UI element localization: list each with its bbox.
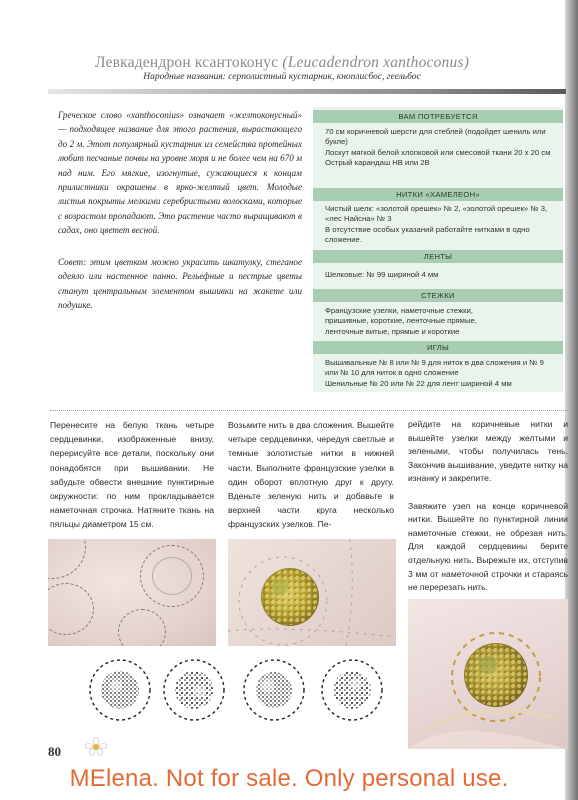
instruction-column-1: Перенесите на белую ткань четыре сердцевинки, изображенные внизу, перерисуйте все детали, поскольку они понадобятся при вышивании. Не забудьте обвести внешние пунктирные окружности: по ним прокладывается наметочная строчка. Натяните ткань на пяльцы диаметром 15 см. [50, 420, 214, 530]
stitches-text: Французские узелки, наметочные стежки, пришивные, короткие, ленточные прямые, ленточные витые, прямые и короткие [325, 306, 477, 336]
transfer-photo [48, 539, 216, 646]
needles-text: Вышивальные № 8 или № 9 для ниток в два сложения и № 9 или № 10 для ниток в одно сложение Шенильные № 20 или № 22 для лент шириной 4 мм [325, 358, 544, 388]
centers-template-drawing [86, 656, 392, 724]
title-russian: Левкадендрон ксантоконус [94, 54, 279, 71]
instruction-column-3: рейдите на коричневые нитки и вышейте узелки между желтыми и зелеными, чтобы получилась тень. Закончив вышивание, уведите нитку на изнанку и закрепите. Завяжите узел на конце коричневой нитки. Вышейте по пунктирной линии наметочные стежки, не обрезая нить. Для каждой сердцевины берите отдельную нить. Вырежьте их, отступив 3 мм от наметочной строчки и стараясь не перерезать нить. [408, 419, 568, 593]
needs-text: 70 см коричневой шерсти для стеблей (подойдет шениль или букле) Лоскут мягкой белой хлопковой или смесовой ткани 20 х 20 см Острый карандаш НВ или 2В [325, 127, 551, 168]
title-rule [48, 89, 566, 94]
needles-header: ИГЛЫ [313, 341, 563, 354]
instruction-column-2: Возьмите нить в два сложения. Вышейте четыре сердцевинки, чередуя светлые и темные золотистые нитки в нижней части. Выполните французские узелки в один оборот вплотную друг к другу. Вденьте зеленую нить и добавьте в верхней части круга несколько французских узелков. Пе- [228, 420, 394, 530]
page-subtitle: Народные названия: серполистный кустарник, кноплисбос, геельбос [143, 72, 421, 82]
page-number: 80 [48, 744, 61, 759]
flower-icon [84, 737, 108, 757]
knot-center-photo [228, 539, 396, 646]
tip-paragraph: Совет: этим цветком можно украсить шкатулку, стеганое одеяло или настенное панно. Рельефные и пестрые цветы станут центральным элементом вышивки на жакете или подушке. [58, 257, 302, 311]
basting-photo [408, 599, 568, 749]
page-title [0, 54, 564, 72]
threads-header: НИТКИ «ХАМЕЛЕОН» [313, 188, 563, 201]
needs-header: ВАМ ПОТРЕБУЕТСЯ [313, 110, 563, 123]
stitches-header: СТЕЖКИ [313, 289, 563, 302]
ribbons-text: Шелковые: № 99 шириной 4 мм [325, 270, 439, 279]
knot-center-illustration [228, 539, 396, 646]
ribbons-header: ЛЕНТЫ [313, 250, 563, 263]
title-latin: (Leucadendron xanthoconus) [282, 54, 470, 71]
intro-paragraph: Греческое слово «xanthoconius» означает «желтоконусный» — подходящее название для этого растения, вырастающего до 2 м. Этот популярный кустарник из семейства протейных любит песчаные почвы на уровне моря и не более чем на 670 м над ним. Его мягкие, изогнутые, сужающиеся к концам прилистники окрашены в ярко-желтый цвет. Молодые листья покрыты мелкими серебристыми волосками, которые с возрастом пропадают. Это растение часто выращивают в садах, оно цветет весной. [58, 110, 302, 236]
basting-illustration [408, 599, 568, 749]
section-divider [50, 410, 570, 411]
threads-text: Чистый шелк: «золотой орешек» № 2, «золотой орешек» № 3, «лес Найсна» № 3 В отсутствие особых указаний работайте нитками в одно сложение. [325, 204, 548, 245]
watermark: MElena. Not for sale. Only personal use. [69, 765, 509, 792]
